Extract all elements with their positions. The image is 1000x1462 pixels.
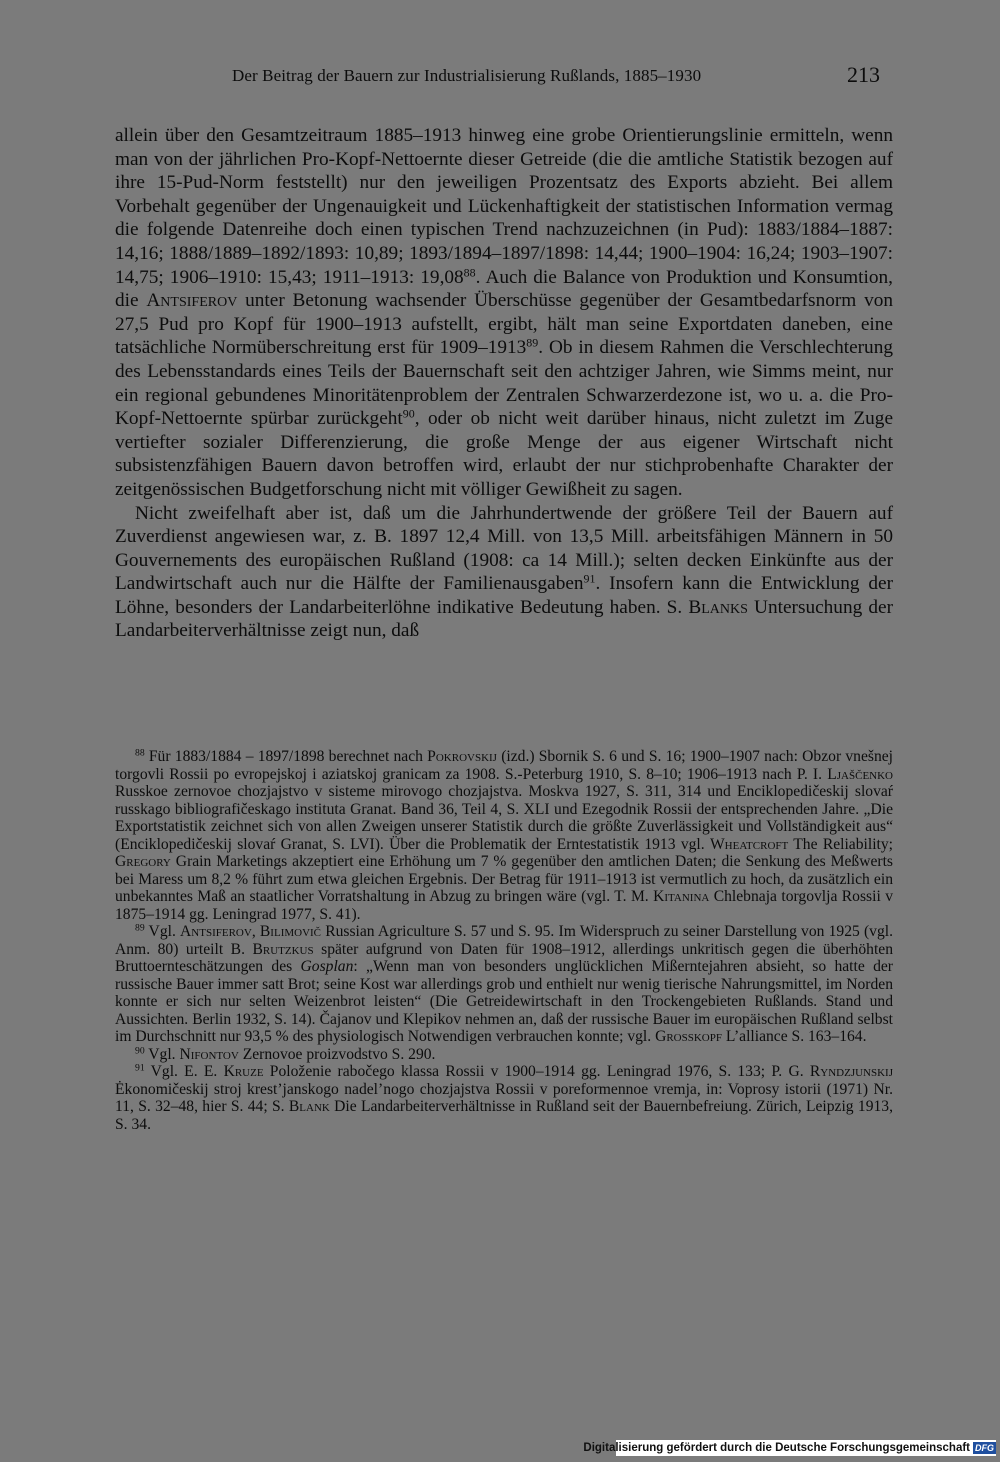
text-run: . Auch die Balance von Produktion und Konsumtion, die (115, 266, 893, 312)
text-run: (izd.) Sbornik S. 6 und S. 16; 1900–1907 nach: Obzor vnešnej torgovli Rossii po evropejskoj i aziatskoj granicam za 1908. S.-Peterburg 1910, S. 8–10; 1906–1913 nach P. I. (115, 748, 893, 783)
text-run: . Insofern kann die Entwicklung der Löhne, besonders der Landarbeiterlöhne indikative Bedeutung haben. S. (115, 573, 893, 618)
running-head: Der Beitrag der Bauern zur Industrialisierung Rußlands, 1885–1930 (232, 66, 702, 85)
text-run: Chlebnaja torgovlja Rossii v 1875–1914 gg. Leningrad 1977, S. 41). (115, 888, 893, 923)
footnote-number: 89 (135, 922, 145, 934)
author-name: Wheatcroft (709, 835, 789, 853)
text-run: Položenie rabočego klassa Rossii v 1900–1914 gg. Leningrad 1976, S. 133; P. G. (263, 1063, 810, 1080)
text-run: Für 1883/1884 – 1897/1898 berechnet nach (144, 748, 428, 765)
footnote-ref-89[interactable]: 89 (526, 335, 539, 350)
footnote-91 (115, 1063, 893, 1133)
text-run: Untersuchung der Landarbeiterverhältnisse zeigt nun, daß (115, 596, 893, 642)
text-run: Vgl. (144, 923, 181, 940)
credit-text: Digitalisierung gefördert durch die Deutsche Forschungsgemeinschaft (583, 1442, 970, 1454)
author-name: Bilimovič (259, 923, 322, 940)
text-run: Nicht zweifelhaft aber ist, daß um die Jahrhundertwende der größere Teil der Bauern auf Zuverdienst angewiesen war, z. B. 1897 12,4 Mill. von 13,5 Mill. arbeitsfähigen Männern in 50 Gouvernements des europäischen Rußland (1908: ca 14 Mill.); selten decken Einkünfte aus der Landwirtschaft auch nur die Hälfte der Familienausgaben (115, 502, 893, 595)
author-name: Ljaščenko (827, 765, 893, 783)
paragraph-1 (115, 124, 893, 502)
author-name: Nifontov (179, 1045, 239, 1063)
text-run: Vgl. (144, 1045, 180, 1063)
author-name: Gregory (115, 853, 171, 870)
text-run: Ėkonomičeskij stroj krest’janskogo nadel’nogo chozjajstva Rossii v poreformennoe vremja, in: Voprosy istorii (1971) Nr. 11, S. 32–48, hier S. 44; S. (115, 1080, 893, 1115)
author-name: Blanks (688, 596, 748, 618)
paragraph-2 (115, 502, 893, 644)
text-run: , oder ob nicht weit darüber hinaus, nicht zuletzt im Zuge vertiefter sozialer Differenzierung, die große Menge der aus eigener Wirtschaft nicht subsistenzfähigen Bauern davon betroffen wird, erlaubt der nur stichprobenhafte Charakter der zeitgenössischen Budgetforschung nicht mit völliger Gewißheit zu sagen. (115, 408, 893, 500)
italic-term: Gosplan (300, 958, 354, 975)
footnotes (115, 748, 893, 1133)
footnote-88 (115, 748, 893, 923)
body-text (115, 124, 893, 643)
text-run: Zernovoe proizvodstvo S. 290. (238, 1045, 436, 1063)
text-run: Die Landarbeiterverhältnisse in Rußland seit der Bauernbefreiung. Zürich, Leipzig 1913, S. 34. (115, 1098, 893, 1133)
author-name: Kruze (223, 1063, 264, 1080)
page-number: 213 (847, 62, 880, 87)
text-run: Grain Marketings akzeptiert eine Erhöhung um 7 % gegenüber den amtlichen Daten; die Senkung des Meßwerts bei Maress um 8,2 % führt zum etwa gleichen Ergebnis. Der Betrag für 1911–1913 ist vermutlich zu hoch, da zusätzlich ein unbekanntes Maß an staatlicher Vorratshaltung in Abzug zu bringen wäre (vgl. T. M. (115, 853, 893, 905)
text-run: Russian Agriculture S. 57 und S. 95. Im Widerspruch zu seiner Darstellung von 1925 (vgl. Anm. 80) urteilt B. (115, 923, 894, 958)
text-run: Russkoe zernovoe chozjajstvo v sisteme mirovogo chozjajstva. Moskva 1927, S. 311, 314 und Enciklopedičeskij slovaŕ russkago bibliografičeskago instituta Granat. Band 36, Teil 4, S. XLI und Ezegodnik Rossii der entsprechenden Jahre. „Die Exportstatistik zeichnet sich von allen Zweigen unserer Statistik durch die größte Zuverlässigkeit und Vollständigkeit aus“ (Enciklopedičeskij slovaŕ Granat, S. LVI). Über die Problematik der Erntestatistik 1913 vgl. (115, 783, 893, 853)
author-name: Ryndzjunskij (809, 1063, 894, 1080)
footnote-89 (115, 923, 893, 1046)
footnote-number: 91 (135, 1062, 145, 1074)
author-name: Kitanina (653, 888, 710, 905)
author-name: Pokrovskij (427, 748, 497, 765)
author-name: Antsiferov (180, 923, 252, 940)
text-run: später aufgrund von Daten für 1908–1912, allerdings unkritisch gegen die überhöhten Bruttoernteschätzungen des (115, 940, 893, 975)
text-run: , (251, 923, 260, 940)
dfg-logo: DFG (975, 1443, 994, 1453)
footnote-number: 88 (135, 747, 145, 759)
author-name: Brutzkus (252, 940, 314, 958)
text-run: . Ob in diesem Rahmen die Verschlechterung des Lebensstandards eines Teils der Bauernschaft seit den achtziger Jahren, wie Simms meint, nur ein regional gebundenes Minoritätenproblem der Zentralen Schwarzerdezone ist, wo u. a. die Pro-Kopf-Nettoernte spürbar zurückgeht (115, 337, 893, 430)
footnote-number: 90 (135, 1045, 145, 1057)
text-run: : „Wenn man von besonders unglücklichen Mißerntejahren absieht, so hatte der russische Bauer immer satt Brot; seine Kost war allerdings grob und enthielt nur wenig tierische Nahrungsmittel, im Norden konnte er sich nur selten Weizenbrot leisten“ (Die Getreidewirtschaft in den Trockengebieten Rußlands. Stand und Aussichten. Berlin 1932, S. 14). Čajanov und Klepikov nehmen an, daß der russische Bauer im europäischen Rußland selbst im Durchschnitt nur 93,5 % des physiologisch Notwendigen verbrauchen konnte; vgl. (115, 958, 893, 1045)
text-run: L’alliance S. 163–164. (721, 1028, 867, 1045)
text-run: allein über den Gesamtzeitraum 1885–1913 hinweg eine grobe Orientierungslinie ermitteln, wenn man von der jährlichen Pro-Kopf-Nettoernte dieser Getreide (die die amtliche Statistik bezogen auf ihre 15-Pud-Norm feststellt) nur den jeweiligen Prozentsatz des Exports abzieht. Bei allem Vorbehalt gegenüber der Ungenauigkeit und Lückenhaftigkeit der statistischen Information vermag die folgende Datenreihe doch einen typischen Trend nachzuzeichnen (in Pud): 1883/1884–1887: 14,16; 1888/1889–1892/1893: 10,89; 1893/1894–1897/1898: 14,44; 1900–1904: 16,24; 1903–1907: 14,75; 1906–1910: 15,43; 1911–1913: 19,08 (115, 125, 893, 288)
author-name: Grosskopf (655, 1028, 722, 1045)
footnote-90 (115, 1046, 893, 1064)
footnote-ref-88[interactable]: 88 (463, 264, 476, 279)
text-run: Vgl. E. E. (144, 1063, 224, 1080)
author-name: Blank (288, 1098, 330, 1115)
digitization-credit (583, 1440, 996, 1456)
author-name: Antsiferov (146, 290, 238, 312)
footnote-ref-90[interactable]: 90 (402, 406, 415, 421)
footnote-ref-91[interactable]: 91 (583, 571, 596, 586)
text-run: The Reliability; (788, 835, 893, 853)
text-run: unter Betonung wachsender Überschüsse gegenüber der Gesamtbedarfsnorm von 27,5 Pud pro Kopf für 1900–1913 aufstellt, ergibt, hält man seine Exportdaten daneben, eine tatsächliche Normüberschreitung erst für 1909–1913 (115, 290, 893, 359)
